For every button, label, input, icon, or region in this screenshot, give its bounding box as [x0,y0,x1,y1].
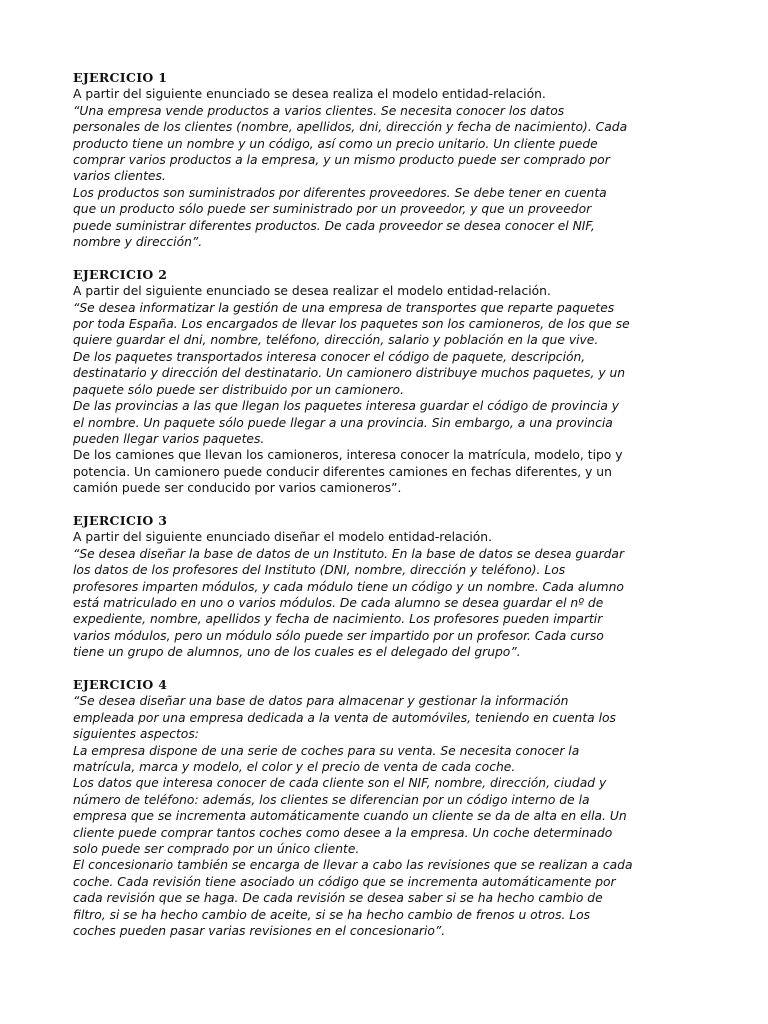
exercise-statement: “Se desea diseñar una base de datos para almacenar y gestionar la información empleada por una empresa dedicada a la venta de automóviles, teniendo en cuenta los siguientes aspectos: [73,694,616,742]
document-page [73,70,633,956]
exercise-intro: A partir del siguiente enunciado se desea realizar el modelo entidad-relación. [73,284,551,299]
exercise-statement: Los productos son suministrados por diferentes proveedores. Se debe tener en cuenta que un producto sólo puede ser suministrado por un proveedor, y que un proveedor puede suministrar diferentes productos. De cada proveedor se desea conocer el NIF, nombre y dirección”. [73,185,607,250]
exercise-statement: “Una empresa vende productos a varios clientes. Se necesita conocer los datos personales de los clientes (nombre, apellidos, dni, dirección y fecha de nacimiento). Cada producto tiene un nombre y un código, así como un precio unitario. Un cliente puede comprar varios productos a la empresa, y un mismo producto puede ser comprado por varios clientes. [73,103,628,184]
exercise-statement: De los camiones que llevan los camioneros, interesa conocer la matrícula, modelo, tipo y potencia. Un camionero puede conducir diferentes camiones en fechas diferentes, y un camión puede ser conducido por varios camioneros”. [73,448,623,496]
exercise-title: EJERCICIO 2 [73,266,168,282]
exercise-statement: La empresa dispone de una serie de coches para su venta. Se necesita conocer la matrícula, marca y modelo, el color y el precio de venta de cada coche. [73,743,580,775]
exercise-title: EJERCICIO 1 [73,70,168,85]
exercise-statement: De las provincias a las que llegan los paquetes interesa guardar el código de provincia y el nombre. Un paquete sólo puede llegar a una provincia. Sin embargo, a una provincia pueden llegar varios paquetes. [73,399,620,446]
exercise-statement: “Se desea informatizar la gestión de una empresa de transportes que reparte paquetes por toda España. Los encargados de llevar los paquetes son los camioneros, de los que se quiere guardar el dni, nombre, teléfono, dirección, salario y población en la que vive. [73,300,630,348]
exercise-title: EJERCICIO 4 [73,676,168,692]
exercise-3 [73,513,633,661]
exercise-statement: Los datos que interesa conocer de cada cliente son el NIF, nombre, dirección, ciudad y número de teléfono: además, los clientes se diferencian por un código interno de la empresa que se incrementa automáticamente cuando un cliente se da de alta en ella. Un cliente puede comprar tantos coches como desee a la empresa. Un coche determinado solo puede ser comprado por un único cliente. [73,776,627,857]
exercise-statement: “Se desea diseñar la base de datos de un Instituto. En la base de datos se desea guardar los datos de los profesores del Instituto (DNI, nombre, dirección y teléfono). Los profesores imparten módulos, y cada módulo tiene un código y un nombre. Cada alumno está matriculado en uno o varios módulos. De cada alumno se desea guardar el nº de expediente, nombre, apellidos y fecha de nacimiento. Los profesores pueden impartir varios módulos, pero un módulo sólo puede ser impartido por un profesor. Cada curso tiene un grupo de alumnos, uno de los cuales es el delegado del grupo”. [73,546,625,660]
exercise-1 [73,70,633,250]
exercise-intro: A partir del siguiente enunciado se desea realiza el modelo entidad-relación. [73,87,546,102]
exercise-title: EJERCICIO 3 [73,512,168,528]
exercise-intro: A partir del siguiente enunciado diseñar el modelo entidad-relación. [73,530,492,545]
exercise-2 [73,267,633,497]
exercise-statement: El concesionario también se encarga de llevar a cabo las revisiones que se realizan a cada coche. Cada revisión tiene asociado un código que se incrementa automáticamente por cada revisión que se haga. De cada revisión se desea saber si se ha hecho cambio de filtro, si se ha hecho cambio de aceite, si se ha hecho cambio de frenos u otros. Los coches pueden pasar varias revisiones en el concesionario”. [73,858,633,939]
exercise-statement: De los paquetes transportados interesa conocer el código de paquete, descripción, destinatario y dirección del destinatario. Un camionero distribuye muchos paquetes, y un paquete sólo puede ser distribuido por un camionero. [73,349,626,397]
exercise-4 [73,677,633,940]
